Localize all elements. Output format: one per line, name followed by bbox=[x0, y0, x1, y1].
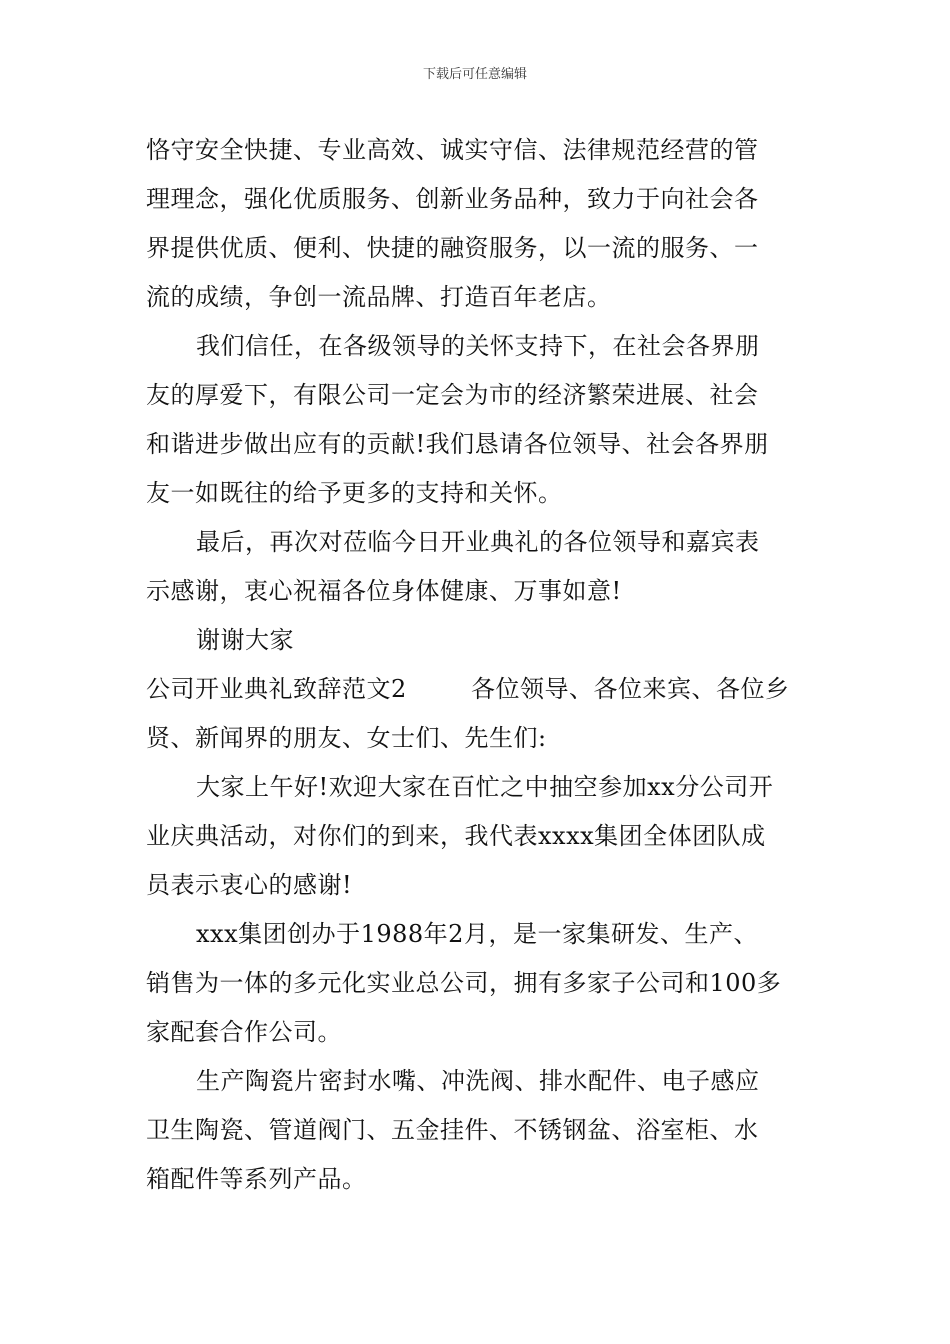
paragraph-line: 员表示衷心的感谢! bbox=[146, 871, 353, 899]
paragraph-line: 流的成绩，争创一流品牌、打造百年老店。 bbox=[146, 283, 612, 311]
greeting-text: 各位领导、各位来宾、各位乡 bbox=[471, 675, 790, 703]
paragraph-line: 大家上午好!欢迎大家在百忙之中抽空参加xx分公司开 bbox=[196, 773, 774, 801]
paragraph-line: 和谐进步做出应有的贡献!我们恳请各位领导、社会各界朋 bbox=[146, 430, 769, 458]
paragraph-line: xxx集团创办于1988年2月，是一家集研发、生产、 bbox=[196, 920, 758, 948]
paragraph-line: 箱配件等系列产品。 bbox=[146, 1165, 367, 1193]
paragraph-line: 业庆典活动，对你们的到来，我代表xxxx集团全体团队成 bbox=[146, 822, 766, 850]
paragraph-line: 理理念，强化优质服务、创新业务品种，致力于向社会各 bbox=[146, 185, 759, 213]
paragraph-line: 卫生陶瓷、管道阀门、五金挂件、不锈钢盆、浴室柜、水 bbox=[146, 1116, 759, 1144]
paragraph-line: 示感谢，衷心祝福各位身体健康、万事如意! bbox=[146, 577, 622, 605]
section-heading-line bbox=[146, 665, 806, 714]
paragraph-line: 我们信任，在各级领导的关怀支持下，在社会各界朋 bbox=[196, 332, 760, 360]
section-title: 公司开业典礼致辞范文2 bbox=[146, 675, 407, 703]
paragraph-line: 界提供优质、便利、快捷的融资服务，以一流的服务、一 bbox=[146, 234, 759, 262]
paragraph-line: 恪守安全快捷、专业高效、诚实守信、法律规范经营的管 bbox=[146, 136, 759, 164]
paragraph-line: 最后，再次对莅临今日开业典礼的各位领导和嘉宾表 bbox=[196, 528, 760, 556]
document-body bbox=[146, 126, 806, 1204]
paragraph-line: 销售为一体的多元化实业总公司，拥有多家子公司和100多 bbox=[146, 969, 782, 997]
paragraph-line: 家配套合作公司。 bbox=[146, 1018, 342, 1046]
paragraph-line: 友一如既往的给予更多的支持和关怀。 bbox=[146, 479, 563, 507]
paragraph-line: 贤、新闻界的朋友、女士们、先生们: bbox=[146, 724, 547, 752]
closing-line: 谢谢大家 bbox=[196, 626, 294, 654]
paragraph-line: 生产陶瓷片密封水嘴、冲洗阀、排水配件、电子感应 bbox=[196, 1067, 760, 1095]
paragraph-line: 友的厚爱下，有限公司一定会为市的经济繁荣进展、社会 bbox=[146, 381, 759, 409]
page-header: 下载后可任意编辑 bbox=[422, 67, 527, 82]
